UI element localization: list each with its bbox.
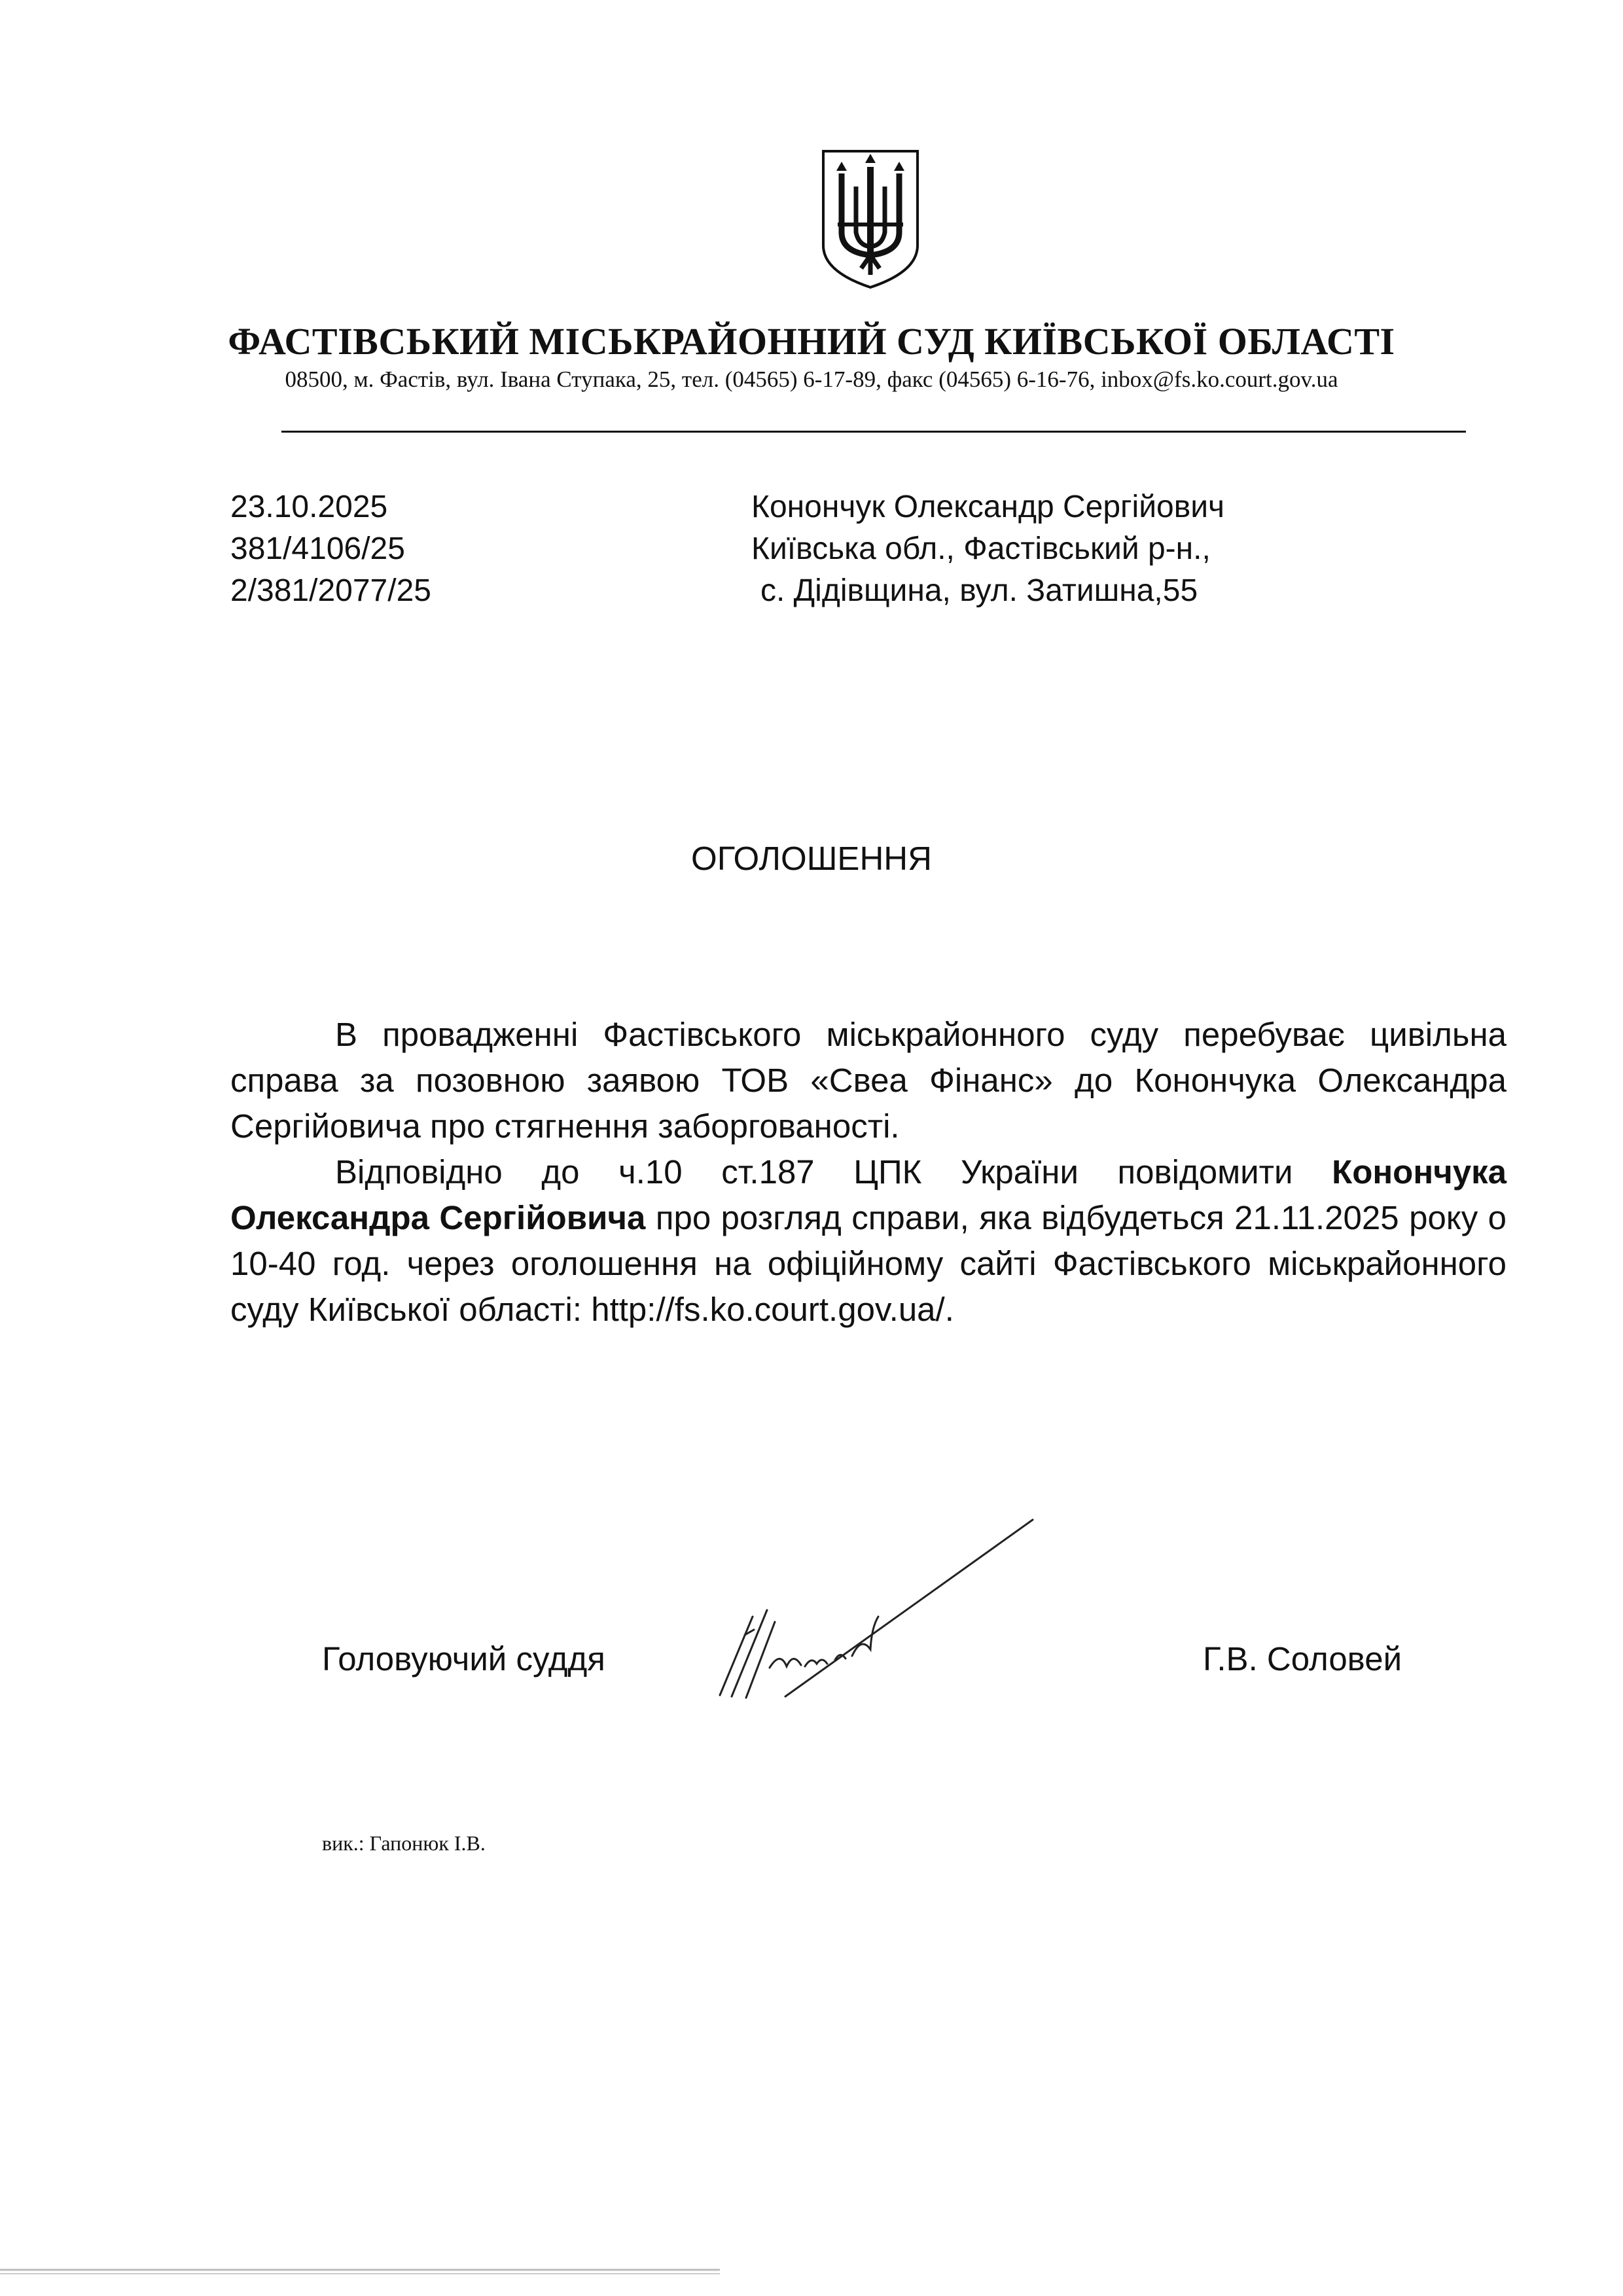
addressee-name: Конончук Олександр Сергійович [751,490,1225,524]
scan-artifact [0,2263,1623,2283]
announcement-body [230,1012,1507,1333]
document-title: ОГОЛОШЕННЯ [691,840,932,877]
trident-coat-of-arms-icon [818,147,923,291]
case-number: 2/381/2077/25 [230,573,431,608]
body-p2-end: про розгляд справи, яка відбудеться 21.11.2025 року о 10-40 год. через оголошення на офіційному сайті Фастівського міськрайонного суду Київської області: http://fs.ko.court.gov.ua/. [230,1199,1507,1328]
defendant-name-bold: Конончука Олександра Сергійовича [230,1153,1507,1236]
signer-role: Головуючий суддя [322,1640,605,1677]
outgoing-number: 381/4106/25 [230,531,405,566]
body-paragraph-2 [230,1149,1507,1333]
document-date: 23.10.2025 [230,490,388,524]
body-paragraph-1: В провадженні Фастівського міськрайонного суду перебуває цивільна справа за позовною заявою ТОВ «Свеа Фінанс» до Конончука Олександра Сергійовича про стягнення заборгованості. [230,1016,1507,1145]
addressee-region: Київська обл., Фастівський р-н., [751,531,1211,566]
executor-note: вик.: Гапонюк І.В. [322,1831,486,1855]
court-name: ФАСТІВСЬКИЙ МІСЬКРАЙОННИЙ СУД КИЇВСЬКОЇ ОБЛАСТІ [228,320,1395,363]
body-p2-start: Відповідно до ч.10 ст.187 ЦПК України повідомити [335,1153,1332,1191]
handwritten-signature [707,1512,1047,1708]
addressee-street: с. Дідівщина, вул. Затишна,55 [760,573,1198,608]
signer-name: Г.В. Соловей [1203,1640,1402,1677]
header-divider [281,431,1466,433]
court-address: 08500, м. Фастів, вул. Івана Ступака, 25, тел. (04565) 6-17-89, факс (04565) 6-16-76, inbox@fs.ko.court.gov.ua [285,367,1338,392]
